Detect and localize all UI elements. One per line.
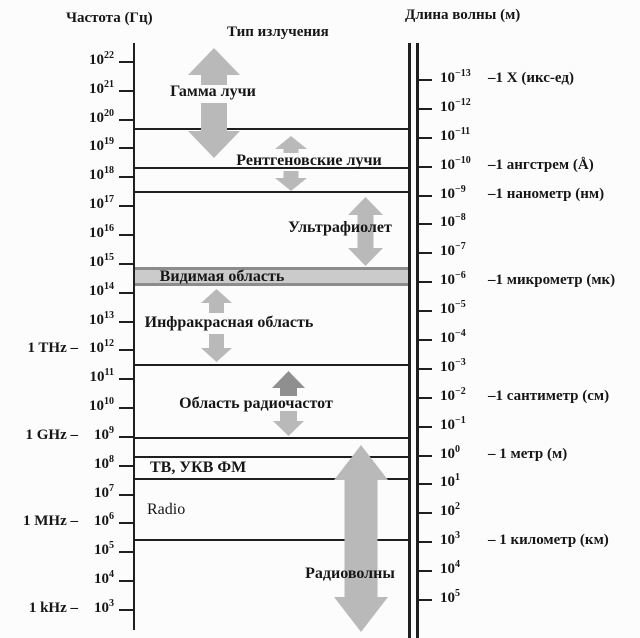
wavelength-tick bbox=[419, 455, 432, 457]
frequency-tick bbox=[119, 119, 134, 121]
uv-label: Ультрафиолет bbox=[288, 219, 392, 236]
frequency-tick-label: $10^5$ bbox=[94, 540, 114, 558]
xray-label: Рентгеновские лучи bbox=[236, 152, 382, 169]
frequency-tick-label: $10^{12}$ bbox=[89, 338, 114, 356]
wavelength-tick-label: $10^{-3}$ bbox=[440, 357, 466, 375]
frequency-tick-label: $10^{13}$ bbox=[89, 310, 114, 328]
wavelength-tick bbox=[419, 310, 432, 312]
frequency-tick bbox=[119, 522, 134, 524]
frequency-tick-label: $10^{15}$ bbox=[89, 252, 114, 270]
wavelength-tick-label: $10^1$ bbox=[440, 472, 460, 490]
frequency-tick bbox=[119, 494, 134, 496]
frequency-tick bbox=[119, 234, 134, 236]
wavelength-annotation: –1 нанометр (нм) bbox=[488, 186, 605, 202]
frequency-tick bbox=[119, 263, 134, 265]
frequency-tick bbox=[119, 61, 134, 63]
wavelength-tick-label: $10^2$ bbox=[440, 501, 460, 519]
tv-fm-label: ТВ, УКВ ФМ bbox=[150, 459, 247, 476]
wavelength-tick bbox=[419, 108, 432, 110]
frequency-axis-line bbox=[133, 43, 135, 630]
frequency-tick-label: $10^{18}$ bbox=[89, 165, 114, 183]
wavelength-tick bbox=[419, 541, 432, 543]
frequency-tick-label: $10^{11}$ bbox=[89, 367, 114, 385]
radiation-type-title: Тип излучения bbox=[227, 24, 329, 40]
wavelength-tick bbox=[419, 368, 432, 370]
wavelength-tick-label: $10^{-9}$ bbox=[440, 184, 466, 202]
wavelength-tick-label: $10^{-1}$ bbox=[440, 415, 466, 433]
frequency-unit-label: 1 kHz – bbox=[28, 600, 78, 616]
region-boundary-line bbox=[135, 191, 409, 193]
radio-label: Radio bbox=[147, 501, 186, 518]
frequency-tick-label: $10^7$ bbox=[94, 483, 114, 501]
radio-frequency-up-arrow bbox=[272, 371, 305, 396]
wavelength-tick-label: $10^4$ bbox=[440, 559, 460, 577]
frequency-tick-label: $10^3$ bbox=[94, 598, 114, 616]
frequency-tick-label: $10^4$ bbox=[94, 569, 114, 587]
wavelength-annotation: – 1 километр (км) bbox=[488, 532, 609, 548]
wavelength-tick-label: $10^{-5}$ bbox=[440, 299, 466, 317]
frequency-tick bbox=[119, 580, 134, 582]
infrared-up-arrow bbox=[201, 289, 232, 313]
wavelength-tick-label: $10^{-8}$ bbox=[440, 212, 466, 230]
frequency-tick bbox=[119, 551, 134, 553]
frequency-tick-label: $10^{19}$ bbox=[89, 136, 114, 154]
region-boundary-line bbox=[135, 128, 409, 130]
wavelength-tick bbox=[419, 397, 432, 399]
wavelength-tick-label: $10^3$ bbox=[440, 530, 460, 548]
frequency-tick bbox=[119, 205, 134, 207]
wavelength-axis-line-outer bbox=[408, 43, 411, 638]
radio-waves-label: Радиоволны bbox=[305, 565, 395, 582]
frequency-tick bbox=[119, 349, 134, 351]
wavelength-tick-label: $10^{-4}$ bbox=[440, 328, 466, 346]
region-boundary-line bbox=[135, 364, 409, 366]
wavelength-tick bbox=[419, 339, 432, 341]
radio-frequency-label: Область радиочастот bbox=[179, 395, 333, 412]
frequency-tick-label: $10^{14}$ bbox=[89, 281, 114, 299]
frequency-tick-label: $10^{10}$ bbox=[89, 396, 114, 414]
wavelength-tick-label: $10^{-11}$ bbox=[440, 126, 471, 144]
frequency-tick bbox=[119, 465, 134, 467]
frequency-tick-label: $10^{21}$ bbox=[89, 79, 114, 97]
frequency-tick bbox=[119, 147, 134, 149]
wavelength-tick-label: $10^{-2}$ bbox=[440, 386, 466, 404]
gamma-rays-label: Гамма лучи bbox=[170, 83, 256, 100]
wavelength-annotation: –1 микрометр (мк) bbox=[488, 272, 616, 288]
wavelength-tick bbox=[419, 137, 432, 139]
frequency-tick-label: $10^9$ bbox=[94, 425, 114, 443]
wavelength-annotation: –1 сантиметр (см) bbox=[488, 388, 610, 404]
wavelength-annotation: –1 ангстрем (Å) bbox=[488, 157, 594, 173]
frequency-tick-label: $10^{16}$ bbox=[89, 223, 114, 241]
frequency-unit-label: 1 THz – bbox=[27, 340, 78, 356]
frequency-tick bbox=[119, 436, 134, 438]
xray-down-arrow bbox=[275, 171, 307, 191]
region-boundary-line bbox=[135, 437, 409, 439]
frequency-tick-label: $10^8$ bbox=[94, 454, 114, 472]
wavelength-tick-label: $10^0$ bbox=[440, 444, 460, 462]
wavelength-tick bbox=[419, 281, 432, 283]
radio-frequency-down-arrow bbox=[273, 411, 304, 436]
wavelength-tick-label: $10^{-10}$ bbox=[440, 155, 471, 173]
wavelength-annotation: –1 X (икс-ед) bbox=[488, 70, 574, 86]
wavelength-tick bbox=[419, 426, 432, 428]
xray-up-arrow bbox=[275, 136, 307, 153]
wavelength-tick-label: $10^{-12}$ bbox=[440, 97, 471, 115]
wavelength-tick bbox=[419, 252, 432, 254]
infrared-label: Инфракрасная область bbox=[144, 314, 314, 331]
frequency-tick-label: $10^{20}$ bbox=[89, 108, 114, 126]
gamma-down-arrow bbox=[188, 103, 240, 158]
frequency-tick-label: $10^6$ bbox=[94, 511, 114, 529]
wavelength-tick bbox=[419, 79, 432, 81]
wavelength-axis-title: Длина волны (м) bbox=[405, 7, 521, 23]
frequency-unit-label: 1 GHz – bbox=[25, 427, 78, 443]
wavelength-tick-label: $10^{-6}$ bbox=[440, 270, 466, 288]
wavelength-tick bbox=[419, 512, 432, 514]
frequency-tick-label: $10^{17}$ bbox=[89, 194, 114, 212]
wavelength-tick-label: $10^5$ bbox=[440, 588, 460, 606]
gamma-up-arrow bbox=[188, 48, 240, 85]
frequency-tick bbox=[119, 609, 134, 611]
frequency-tick-label: $10^{22}$ bbox=[89, 50, 114, 68]
wavelength-tick bbox=[419, 483, 432, 485]
frequency-axis-title: Частота (Гц) bbox=[66, 10, 153, 26]
frequency-tick bbox=[119, 292, 134, 294]
infrared-down-arrow bbox=[201, 334, 232, 362]
wavelength-annotation: – 1 метр (м) bbox=[488, 446, 568, 462]
frequency-unit-label: 1 MHz – bbox=[23, 513, 78, 529]
radio-waves-arrow bbox=[334, 445, 388, 632]
wavelength-tick bbox=[419, 195, 432, 197]
wavelength-tick-label: $10^{-13}$ bbox=[440, 68, 471, 86]
visible-region-label: Видимая область bbox=[159, 268, 285, 285]
wavelength-tick-label: $10^{-7}$ bbox=[440, 241, 466, 259]
wavelength-tick bbox=[419, 599, 432, 601]
frequency-tick bbox=[119, 176, 134, 178]
frequency-tick bbox=[119, 378, 134, 380]
